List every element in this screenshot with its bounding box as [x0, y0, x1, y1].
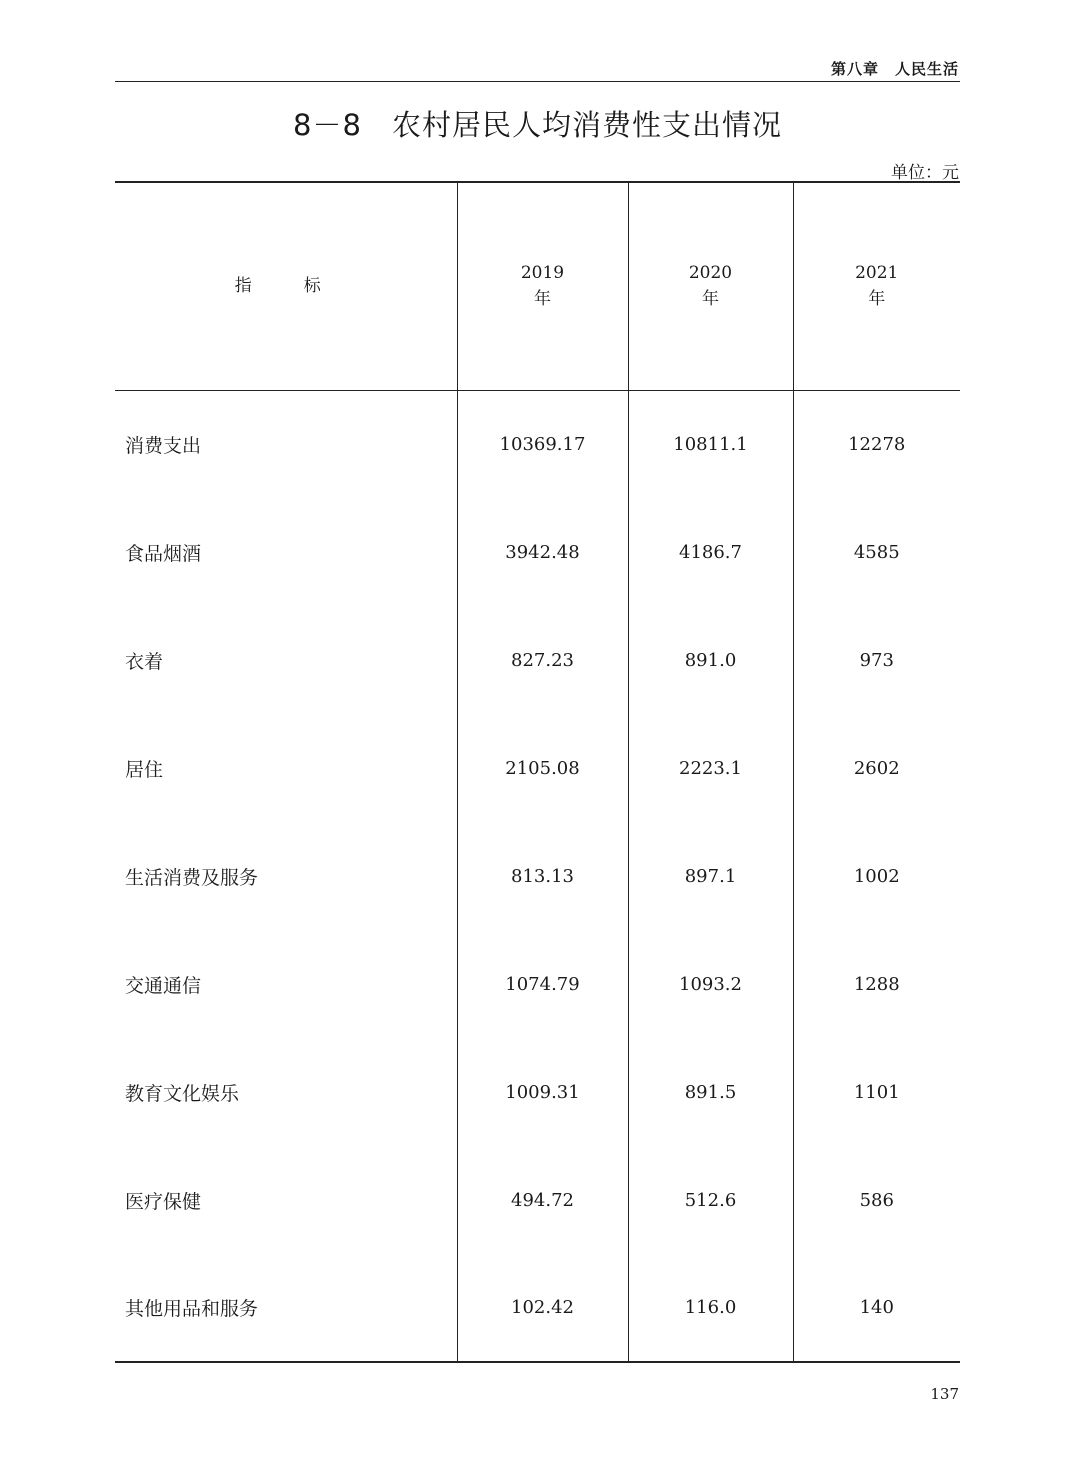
- year-number: 2020: [688, 263, 733, 284]
- table-row: [115, 606, 960, 714]
- table-row: [115, 1146, 960, 1254]
- cell-value: 1074.79: [457, 930, 628, 1038]
- cell-value: 827.23: [457, 606, 628, 714]
- header-rule: [115, 81, 960, 82]
- table-row: [115, 822, 960, 930]
- row-label: 其他用品和服务: [115, 1254, 457, 1362]
- year-column-header-2020: [628, 182, 793, 390]
- row-label: 食品烟酒: [125, 542, 202, 565]
- consumption-table: [115, 181, 960, 1363]
- table-row: [115, 930, 960, 1038]
- table-row: [115, 1254, 960, 1362]
- table-row: [115, 390, 960, 498]
- cell-value: 10811.1: [628, 390, 793, 498]
- row-label: 消费支出: [125, 434, 202, 457]
- page-number: 137: [930, 1385, 959, 1403]
- indicator-column-header: [115, 182, 457, 390]
- cell-value: 4585: [793, 498, 960, 606]
- cell-value: 1002: [793, 822, 960, 930]
- cell-value: 897.1: [628, 822, 793, 930]
- row-label: 生活消费及服务: [125, 866, 259, 889]
- cell-value: 891.5: [628, 1038, 793, 1146]
- cell-value: 3942.48: [457, 498, 628, 606]
- cell-value: 4186.7: [628, 498, 793, 606]
- cell-value: 512.6: [628, 1146, 793, 1254]
- cell-value: 1101: [793, 1038, 960, 1146]
- table-row: [115, 498, 960, 606]
- cell-value: 2105.08: [457, 714, 628, 822]
- cell-value: 12278: [793, 390, 960, 498]
- year-suffix: 年: [702, 289, 719, 310]
- cell-value: 813.13: [457, 822, 628, 930]
- row-label: 医疗保健: [125, 1190, 202, 1213]
- row-label: 教育文化娱乐: [125, 1082, 240, 1105]
- year-number: 2021: [855, 263, 899, 284]
- cell-value: 2223.1: [628, 714, 793, 822]
- row-label: 交通通信: [125, 974, 202, 997]
- unit-label: 单位：元: [891, 163, 959, 183]
- year-column-header-2019: [457, 182, 628, 390]
- table-title: 8－8 农村居民人均消费性支出情况: [293, 108, 782, 142]
- year-suffix: 年: [868, 289, 886, 310]
- cell-value: 1093.2: [628, 930, 793, 1038]
- cell-value: 586: [793, 1146, 960, 1254]
- year-column-header-2021: [793, 182, 960, 390]
- cell-value: 891.0: [628, 606, 793, 714]
- table-header-row: [115, 182, 960, 390]
- cell-value: 2602: [793, 714, 960, 822]
- cell-value: 102.42: [457, 1254, 628, 1362]
- table-row: [115, 1038, 960, 1146]
- cell-value: 1009.31: [457, 1038, 628, 1146]
- table-row: [115, 714, 960, 822]
- chapter-header: 第八章 人民生活: [830, 60, 959, 78]
- row-label: 居住: [125, 758, 164, 781]
- year-suffix: 年: [534, 289, 551, 310]
- cell-value: 1288: [793, 930, 960, 1038]
- year-number: 2019: [520, 263, 565, 284]
- cell-value: 494.72: [457, 1146, 628, 1254]
- indicator-header-text: 指标: [234, 276, 373, 297]
- cell-value: 116.0: [628, 1254, 793, 1362]
- row-label: 衣着: [125, 650, 164, 673]
- cell-value: 10369.17: [457, 390, 628, 498]
- cell-value: 140: [793, 1254, 960, 1362]
- cell-value: 973: [793, 606, 960, 714]
